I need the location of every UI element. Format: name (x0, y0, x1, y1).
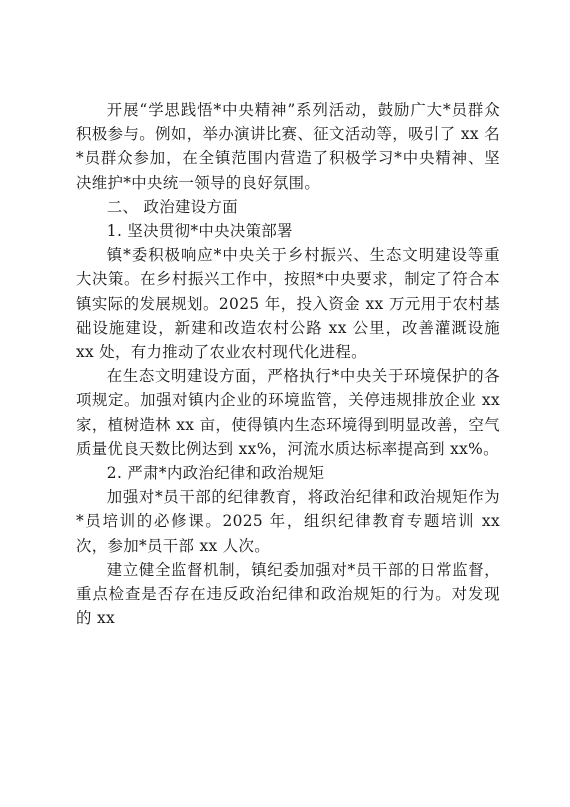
paragraph-ecological-civilization: 在生态文明建设方面，严格执行*中央关于环境保护的各项规定。加强对镇内企业的环境监管，关停违规排放企业 xx 家，植树造林 xx 亩，使得镇内生态环境得到明显改善，空气质量优良天数比例达到 xx%，河流水质达标率提高到 xx%。 (76, 367, 500, 458)
document-body (76, 98, 500, 630)
subheading-implement-decisions: 1. 坚决贯彻*中央决策部署 (106, 222, 293, 241)
paragraph-supervision-mechanism: 建立健全监督机制，镇纪委加强对*员干部的日常监督，重点检查是否存在违反政治纪律和政治规矩的行为。对发现的 xx (76, 560, 500, 628)
paragraph-rural-revitalization: 镇*委积极响应*中央关于乡村振兴、生态文明建设等重大决策。在乡村振兴工作中，按照*中央要求，制定了符合本镇实际的发展规划。2025 年，投入资金 xx 万元用于农村基础设施建设，新建和改造农村公路 xx 公里，改善灌溉设施 xx 处，有力推动了农业农村现代化进程。 (76, 246, 500, 362)
section-heading-political-construction: 二、 政治建设方面 (106, 197, 238, 216)
paragraph-discipline-education: 加强对*员干部的纪律教育，将政治纪律和政治规矩作为*员培训的必修课。2025 年，组织纪律教育专题培训 xx 次，参加*员干部 xx 人次。 (76, 488, 500, 555)
paragraph-study-activities: 开展“学思践悟*中央精神”系列活动，鼓励广大*员群众积极参与。例如，举办演讲比赛、征文活动等，吸引了 xx 名*员群众参加，在全镇范围内营造了积极学习*中央精神、坚决维护*中央统一领导的良好氛围。 (76, 101, 500, 192)
subheading-political-discipline: 2. 严肃*内政治纪律和政治规矩 (106, 464, 325, 483)
